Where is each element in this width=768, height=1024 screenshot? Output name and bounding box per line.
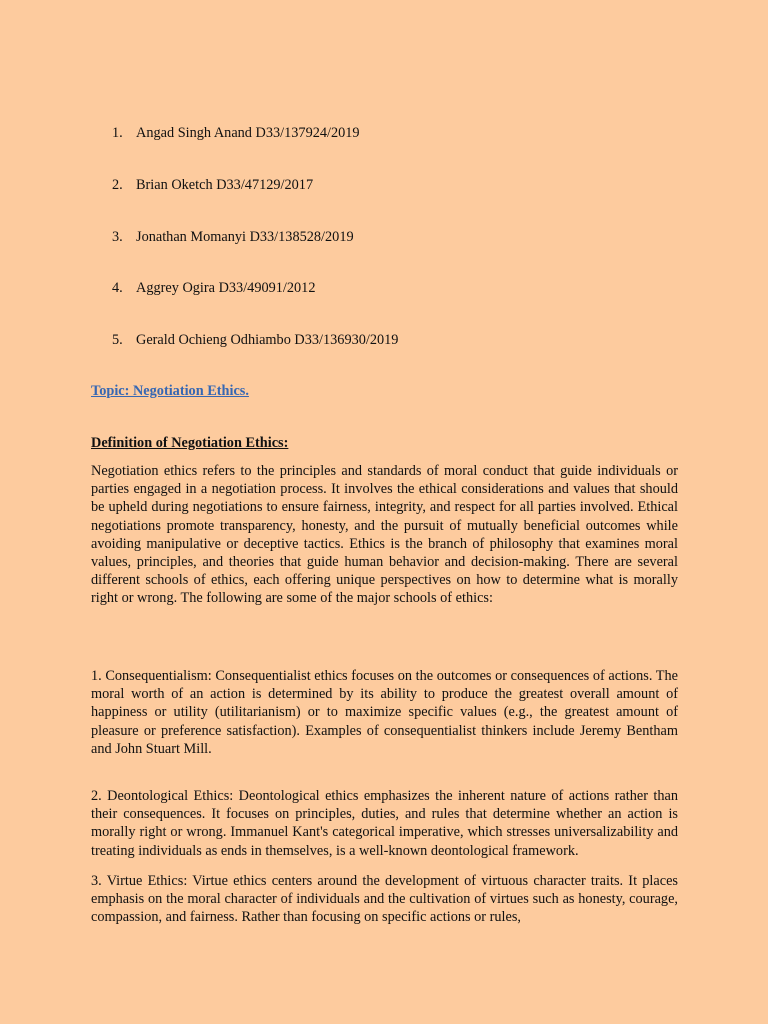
list-item	[112, 331, 398, 349]
topic-heading: Topic: Negotiation Ethics.	[91, 383, 249, 399]
list-item	[112, 176, 398, 194]
group-members-list	[112, 124, 398, 383]
list-number: 1.	[112, 125, 123, 141]
definition-heading: Definition of Negotiation Ethics:	[91, 435, 289, 451]
deontological-ethics-paragraph: 2. Deontological Ethics: Deontological ethics emphasizes the inherent nature of actions rather than their consequences. It focuses on principles, duties, and rules that determine whether an action is morally right or wrong. Immanuel Kant's categorical imperative, which stresses universalizability and treating individuals as ends in themselves, is a well-known deontological framework.	[91, 788, 678, 859]
list-number: 5.	[112, 332, 123, 349]
member-entry: Angad Singh Anand D33/137924/2019	[136, 125, 360, 141]
list-item	[112, 279, 398, 297]
virtue-ethics-paragraph: 3. Virtue Ethics: Virtue ethics centers around the development of virtuous character traits. It places emphasis on the moral character of individuals and the cultivation of virtues such as honesty, courage, compassion, and fairness. Rather than focusing on specific actions or rules,	[91, 873, 678, 926]
list-number: 3.	[112, 228, 123, 245]
list-item	[112, 124, 398, 142]
member-entry: Aggrey Ogira D33/49091/2012	[136, 280, 316, 297]
consequentialism-paragraph: 1. Consequentialism: Consequentialist ethics focuses on the outcomes or consequences of actions. The moral worth of an action is determined by its ability to produce the greatest overall amount of happiness or utility (utilitarianism) or to maximize specific values (e.g., the greatest amount of pleasure or preference satisfaction). Examples of consequentialist thinkers include Jeremy Bentham and John Stuart Mill.	[91, 668, 678, 757]
member-entry: Gerald Ochieng Odhiambo D33/136930/2019	[136, 332, 399, 349]
member-entry: Brian Oketch D33/47129/2017	[136, 176, 314, 193]
list-item	[112, 228, 398, 246]
member-entry: Jonathan Momanyi D33/138528/2019	[136, 228, 354, 245]
list-number: 4.	[112, 280, 123, 297]
list-number: 2.	[112, 176, 123, 193]
definition-paragraph: Negotiation ethics refers to the principles and standards of moral conduct that guide individuals or parties engaged in a negotiation process. It involves the ethical considerations and values that should be upheld during negotiations to ensure fairness, integrity, and respect for all parties involved. Ethical negotiations promote transparency, honesty, and the pursuit of mutually beneficial outcomes while avoiding manipulative or deceptive tactics. Ethics is the branch of philosophy that examines moral values, principles, and theories that guide human behavior and decision-making. There are several different schools of ethics, each offering unique perspectives on how to determine what is morally right or wrong. The following are some of the major schools of ethics:	[91, 463, 678, 607]
